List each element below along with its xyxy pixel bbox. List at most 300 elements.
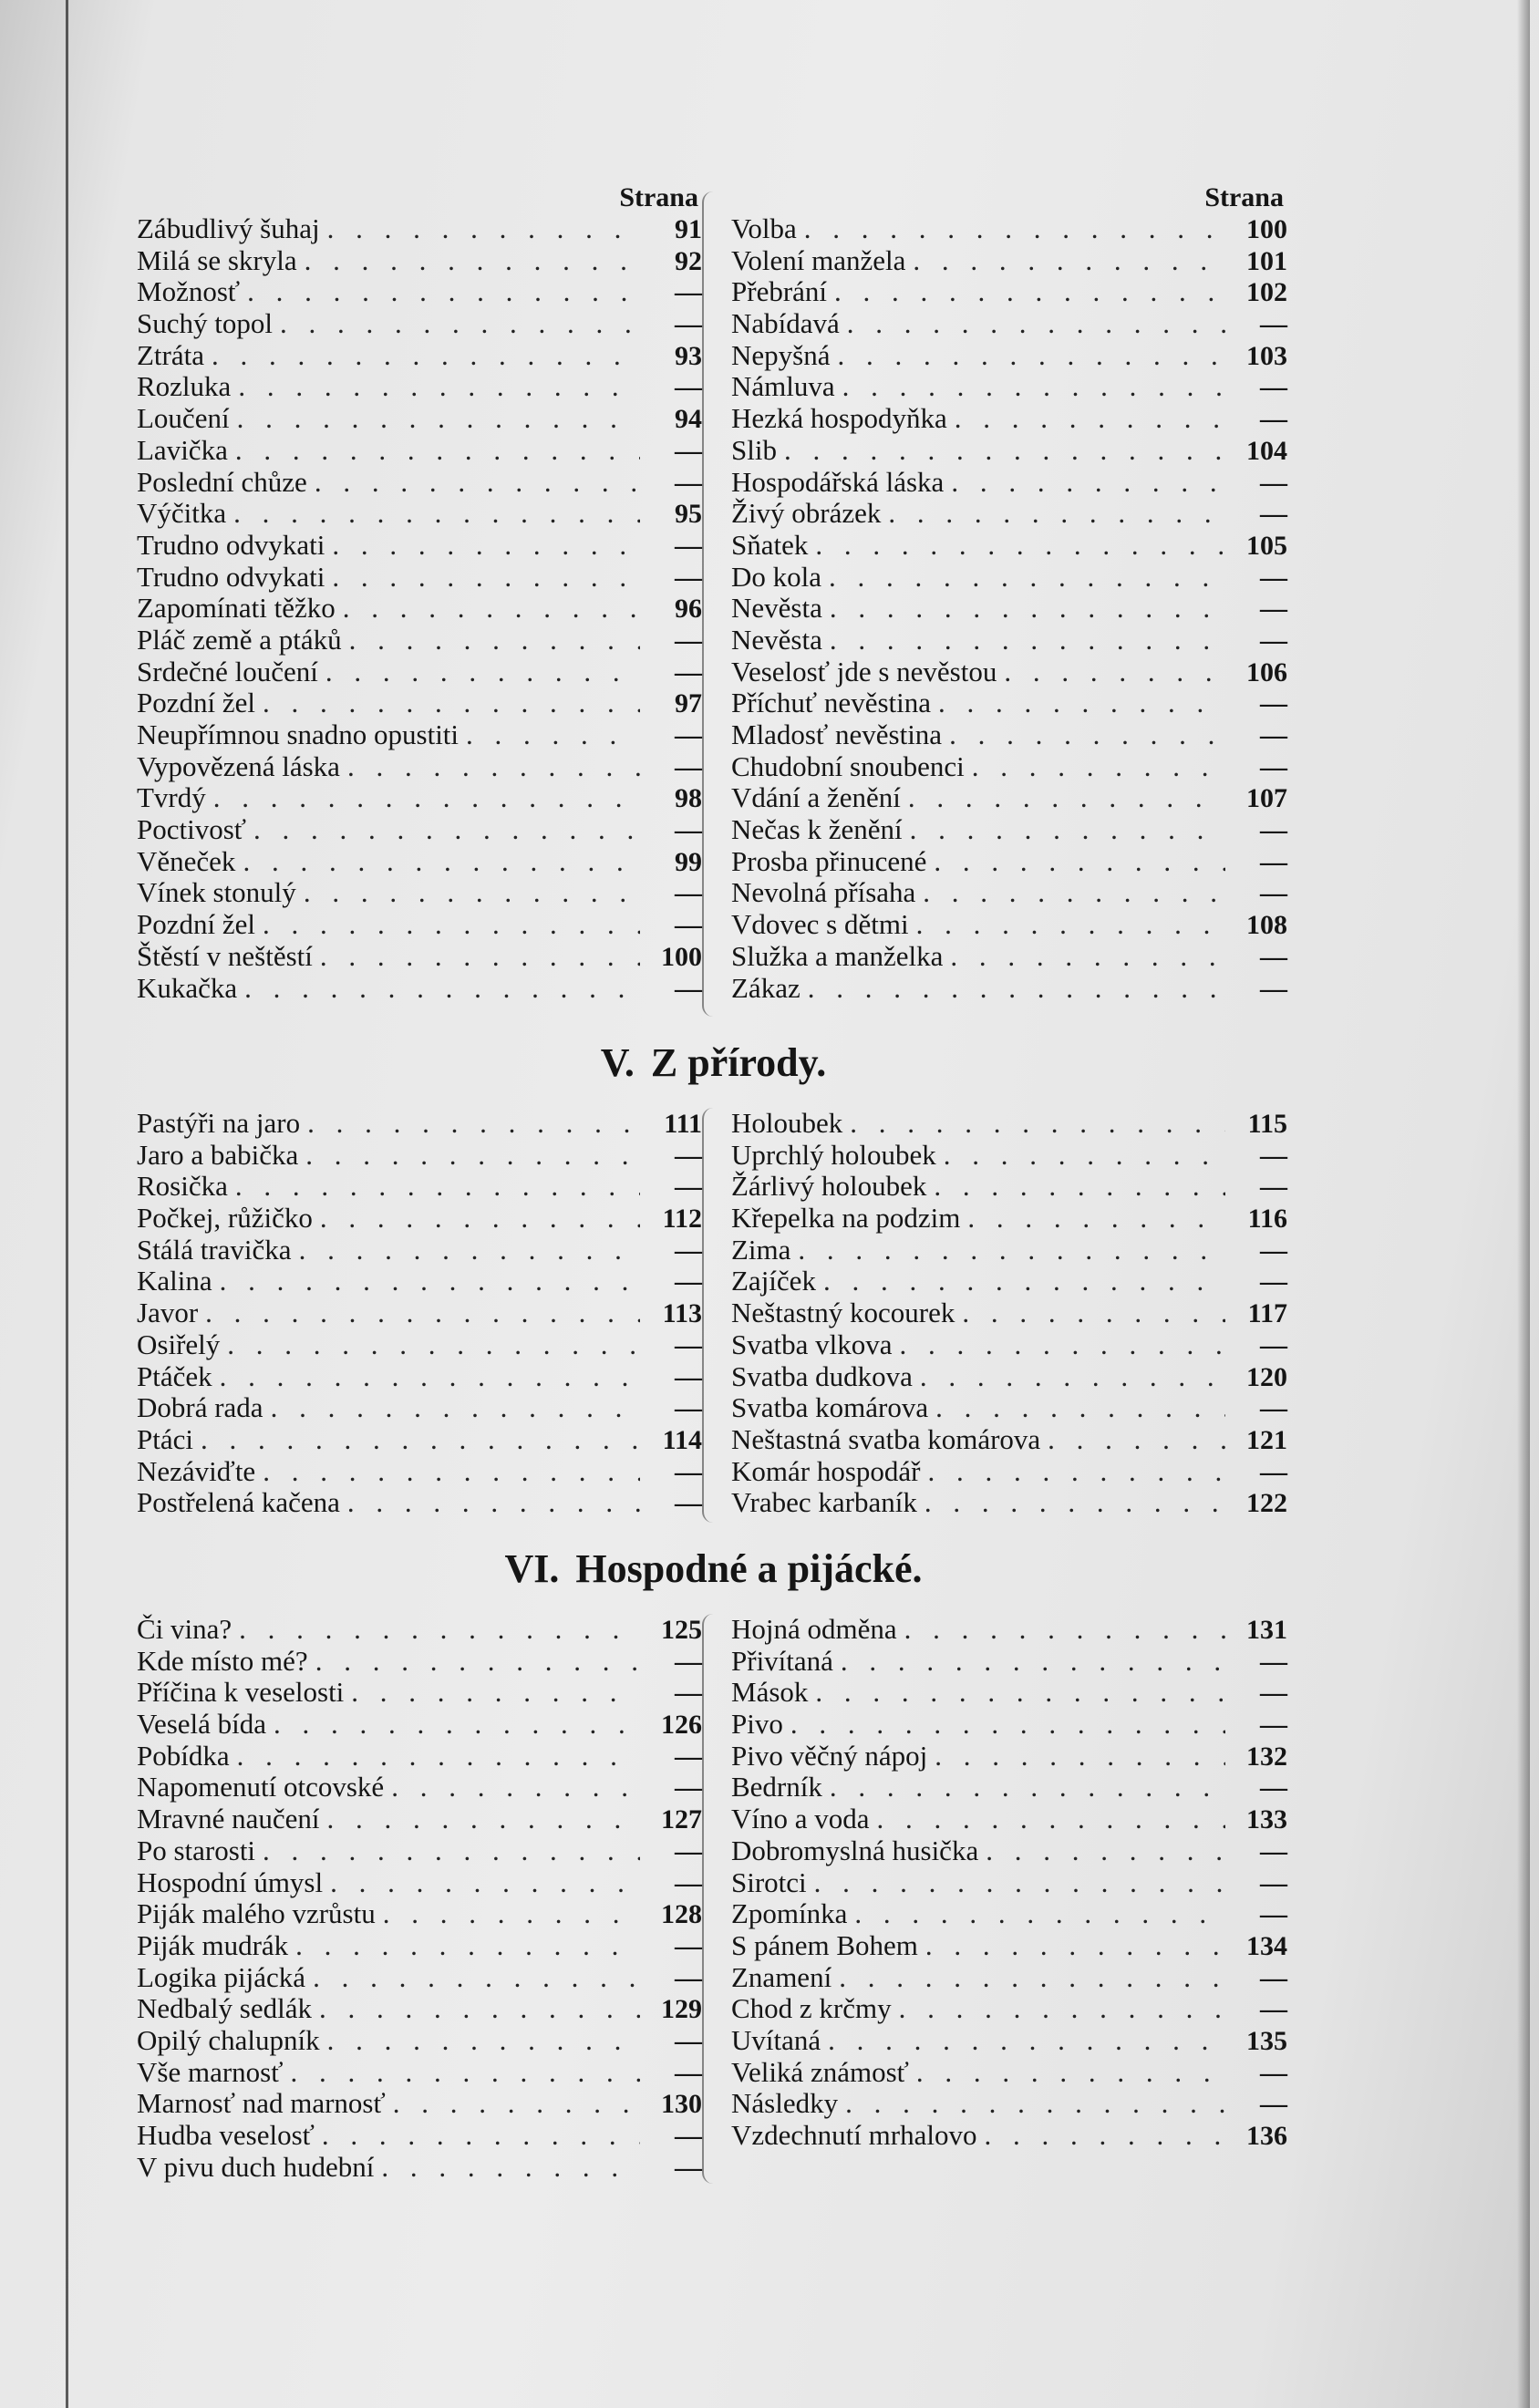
entry-title: Nečas k ženění	[731, 813, 903, 846]
entry-page-number: 135	[1246, 2025, 1287, 2056]
entry-title: Živý obrázek	[731, 497, 882, 530]
leader-dots	[290, 2057, 640, 2089]
entry-title: Nevolná přísaha	[731, 876, 916, 909]
entry-page-number: —	[1260, 562, 1287, 593]
toc-entry	[731, 1709, 1287, 1741]
leader-dots	[263, 1456, 640, 1488]
entry-page-number: —	[675, 878, 702, 909]
entry-title: Rozluka	[137, 370, 232, 403]
entry-page-number: 101	[1246, 245, 1287, 276]
entry-page-number: 97	[675, 688, 702, 719]
page-edge-left	[66, 0, 68, 2408]
leader-dots	[784, 435, 1225, 467]
entry-page-number: 94	[675, 404, 702, 435]
entry-page-number: —	[1260, 1235, 1287, 1266]
leader-dots	[967, 1203, 1225, 1235]
entry-title: Srdečné loučení	[137, 655, 318, 687]
entry-page-number: —	[675, 2152, 702, 2183]
entry-title: Nevěsta	[731, 592, 822, 625]
entry-title: Svatba dudkova	[731, 1359, 913, 1392]
entry-title: Nevěsta	[731, 623, 822, 656]
entry-title: Zpomínka	[731, 1897, 848, 1930]
leader-dots	[235, 1171, 640, 1203]
leader-dots	[239, 1614, 640, 1646]
toc-entry	[731, 1361, 1287, 1393]
toc-entry	[731, 403, 1287, 435]
entry-page-number: —	[1260, 1266, 1287, 1297]
entry-title: Sirotci	[731, 1865, 807, 1898]
entry-page-number: —	[1260, 467, 1287, 498]
toc-entry	[731, 1898, 1287, 1930]
leader-dots	[322, 2120, 640, 2152]
entry-page-number: —	[1260, 499, 1287, 530]
leader-dots	[327, 1803, 640, 1835]
leader-dots	[924, 1487, 1225, 1519]
entry-title: Lavička	[137, 433, 228, 466]
toc-entry	[731, 941, 1287, 973]
section-heading-v	[137, 1039, 1290, 1086]
entry-page-number: —	[675, 656, 702, 687]
toc-entry	[731, 1646, 1287, 1678]
toc-entry	[731, 371, 1287, 403]
entry-page-number: 100	[661, 941, 702, 972]
leader-dots	[253, 814, 640, 846]
entry-title: Nabídavá	[731, 307, 840, 340]
entry-page-number: —	[675, 1235, 702, 1266]
toc-entry	[137, 656, 702, 688]
entry-page-number: 116	[1247, 1204, 1287, 1235]
toc-entry	[137, 1329, 702, 1361]
leader-dots	[295, 1930, 640, 1962]
entry-title: Vše marnosť	[137, 2055, 284, 2088]
toc-entry	[731, 782, 1287, 814]
toc-entry	[731, 814, 1287, 846]
leader-dots	[877, 1803, 1225, 1835]
toc-entry	[137, 2120, 702, 2152]
toc-entry	[137, 1741, 702, 1772]
entry-title: Zima	[731, 1233, 791, 1266]
toc-entry	[731, 340, 1287, 372]
entry-title: Suchý topol	[137, 307, 273, 340]
entry-title: Vínek stonulý	[137, 876, 296, 909]
toc-entry	[731, 719, 1287, 751]
entry-title: Javor	[137, 1297, 199, 1329]
entry-title: Křepelka na podzim	[731, 1202, 961, 1235]
toc-entry	[731, 1235, 1287, 1266]
entry-title: Pivo věčný nápoj	[731, 1739, 928, 1772]
toc-entry	[731, 625, 1287, 656]
entry-page-number: —	[675, 815, 702, 846]
entry-page-number: —	[675, 973, 702, 1004]
toc-entry	[137, 1392, 702, 1424]
entry-page-number: —	[675, 2121, 702, 2151]
entry-page-number: 134	[1246, 1930, 1287, 1961]
entry-page-number: —	[675, 1361, 702, 1392]
entry-title: Rosička	[137, 1170, 228, 1203]
leader-dots	[381, 2152, 640, 2184]
leader-dots	[319, 1993, 640, 2025]
leader-dots	[815, 1677, 1225, 1709]
entry-title: Napomenutí otcovské	[137, 1771, 385, 1803]
leader-dots	[808, 973, 1225, 1005]
toc-entry	[137, 1456, 702, 1488]
leader-dots	[325, 656, 640, 688]
entry-title: Vrabec karbaník	[731, 1486, 917, 1519]
toc-entry	[731, 1993, 1287, 2025]
toc-entry	[137, 1266, 702, 1297]
toc-entry	[731, 846, 1287, 878]
entry-title: Nezáviďte	[137, 1454, 256, 1487]
toc-entry	[731, 435, 1287, 467]
entry-title: Loučení	[137, 402, 230, 435]
leader-dots	[845, 2088, 1225, 2120]
leader-dots	[916, 2057, 1225, 2089]
toc-entry	[731, 562, 1287, 594]
leader-dots	[280, 308, 640, 340]
leader-dots	[815, 530, 1225, 562]
entry-page-number: 99	[675, 846, 702, 877]
entry-page-number: —	[675, 2057, 702, 2088]
entry-title: V pivu duch hudební	[137, 2150, 375, 2183]
leader-dots	[962, 1297, 1225, 1329]
leader-dots	[212, 340, 640, 372]
entry-page-number: —	[1260, 688, 1287, 719]
leader-dots	[1048, 1424, 1225, 1456]
leader-dots	[934, 846, 1225, 878]
entry-page-number: 120	[1246, 1361, 1287, 1392]
leader-dots	[830, 593, 1225, 625]
toc-entry	[137, 877, 702, 909]
entry-page-number: —	[1260, 720, 1287, 750]
entry-title: Do kola	[731, 560, 822, 593]
leader-dots	[347, 1487, 640, 1519]
entry-page-number: —	[675, 1741, 702, 1772]
toc-list-right	[731, 213, 1287, 1004]
entry-page-number: —	[1260, 1329, 1287, 1360]
leader-dots	[951, 467, 1225, 499]
toc-entry	[731, 973, 1287, 1005]
toc-entry	[731, 1456, 1287, 1488]
entry-page-number: —	[1260, 1962, 1287, 1993]
entry-title: Neupřímnou snadno opustiti	[137, 718, 460, 750]
entry-title: Služka a manželka	[731, 939, 944, 972]
entry-title: Štěstí v neštěstí	[137, 939, 313, 972]
leader-dots	[327, 213, 640, 245]
toc-entry	[137, 1867, 702, 1899]
toc-entry	[137, 1108, 702, 1140]
leader-dots	[243, 846, 640, 878]
entry-page-number: 130	[661, 2089, 702, 2120]
entry-title: Hezká hospodyňka	[731, 402, 947, 435]
toc-entry	[731, 276, 1287, 308]
leader-dots	[841, 1646, 1225, 1678]
toc-entry	[137, 308, 702, 340]
entry-page-number: —	[1260, 2057, 1287, 2088]
entry-title: Či vina?	[137, 1613, 232, 1645]
leader-dots	[927, 1456, 1225, 1488]
leader-dots	[935, 1741, 1225, 1772]
entry-title: Po starosti	[137, 1834, 256, 1866]
toc-entry	[137, 1614, 702, 1646]
toc-list-left	[137, 1108, 702, 1519]
leader-dots	[829, 562, 1225, 594]
entry-page-number: 121	[1246, 1424, 1287, 1455]
entry-title: Komár hospodář	[731, 1454, 921, 1487]
entry-title: Hudba veselosť	[137, 2119, 315, 2151]
entry-page-number: 131	[1246, 1615, 1287, 1645]
leader-dots	[201, 1424, 640, 1456]
entry-title: Vdání a ženění	[731, 781, 901, 814]
entry-title: Uprchlý holoubek	[731, 1138, 936, 1171]
entry-title: Dobrá rada	[137, 1391, 263, 1424]
entry-page-number: 105	[1246, 530, 1287, 561]
leader-dots	[271, 1392, 640, 1424]
entry-title: Ptáček	[137, 1359, 212, 1392]
entry-title: Opilý chalupník	[137, 2023, 320, 2056]
entry-page-number: —	[675, 1488, 702, 1519]
leader-dots	[920, 1361, 1225, 1393]
toc-entry	[731, 1108, 1287, 1140]
toc-entry	[137, 562, 702, 594]
leader-dots	[213, 782, 640, 814]
entry-title: Postřelená kačena	[137, 1486, 340, 1519]
toc-entry	[731, 1614, 1287, 1646]
entry-page-number: —	[675, 277, 702, 308]
leader-dots	[830, 1772, 1225, 1803]
leader-dots	[913, 245, 1225, 277]
entry-page-number: 117	[1247, 1298, 1287, 1329]
entry-page-number: —	[1260, 973, 1287, 1004]
entry-page-number: —	[675, 625, 702, 656]
entry-title: Bedrník	[731, 1771, 822, 1803]
leader-dots	[837, 340, 1225, 372]
entry-title: Možnosť	[137, 275, 241, 308]
entry-page-number: —	[675, 1329, 702, 1360]
toc-entry	[137, 245, 702, 277]
toc-left-column	[137, 182, 702, 1004]
entry-title: Piják malého vzrůstu	[137, 1897, 376, 1930]
leader-dots	[938, 687, 1225, 719]
leader-dots	[984, 2120, 1225, 2152]
toc-entry	[137, 2088, 702, 2120]
toc-entry	[137, 1835, 702, 1867]
entry-page-number: —	[675, 2025, 702, 2056]
toc-entry	[137, 782, 702, 814]
entry-title: Hospodářská láska	[731, 465, 945, 498]
strana-header-left: Strana	[619, 182, 698, 212]
entry-title: Počkej, růžičko	[137, 1202, 313, 1235]
entry-title: Mladosť nevěstina	[731, 718, 943, 750]
toc-entry	[731, 1297, 1287, 1329]
entry-title: Pláč země a ptáků	[137, 623, 342, 656]
toc-entry	[731, 1140, 1287, 1172]
toc-entry	[731, 308, 1287, 340]
leader-dots	[383, 1898, 640, 1930]
entry-title: Logika pijácká	[137, 1960, 306, 1993]
leader-dots	[823, 1266, 1225, 1297]
toc-entry	[731, 593, 1287, 625]
toc-entry	[137, 1171, 702, 1203]
entry-title: Následky	[731, 2087, 839, 2120]
entry-title: Znamení	[731, 1960, 832, 1993]
toc-entry	[137, 435, 702, 467]
leader-dots	[830, 625, 1225, 656]
entry-title: Veliká známosť	[731, 2055, 909, 2088]
entry-page-number: 108	[1246, 910, 1287, 941]
entry-title: Kde místo mé?	[137, 1644, 308, 1677]
leader-dots	[299, 1235, 640, 1266]
toc-entry	[137, 814, 702, 846]
leader-dots	[307, 1108, 640, 1140]
entry-title: Poslední chůze	[137, 465, 307, 498]
toc-entry	[731, 1266, 1287, 1297]
toc-entry	[731, 245, 1287, 277]
toc-entry	[731, 687, 1287, 719]
entry-title: Příčina k veselosti	[137, 1676, 345, 1709]
leader-dots	[263, 687, 640, 719]
leader-dots	[220, 1266, 640, 1297]
leader-dots	[790, 1709, 1225, 1741]
leader-dots	[934, 1171, 1225, 1203]
toc-entry	[731, 1424, 1287, 1456]
toc-list-left	[137, 1614, 702, 2183]
toc-entry	[731, 2025, 1287, 2057]
toc-entry	[731, 498, 1287, 530]
leader-dots	[842, 371, 1225, 403]
column-brace	[702, 1108, 726, 1523]
leader-dots	[304, 877, 640, 909]
leader-dots	[315, 1646, 640, 1678]
entry-page-number: 112	[662, 1204, 702, 1235]
entry-title: Holoubek	[731, 1107, 843, 1139]
entry-page-number: —	[675, 562, 702, 593]
leader-dots	[393, 2088, 640, 2120]
strana-header-right: Strana	[1204, 182, 1284, 212]
entry-page-number: 114	[662, 1424, 702, 1455]
column-brace	[702, 191, 726, 1017]
toc-entry	[137, 498, 702, 530]
leader-dots	[1004, 656, 1225, 688]
leader-dots	[305, 245, 640, 277]
leader-dots	[900, 1329, 1226, 1361]
leader-dots	[263, 909, 640, 941]
toc-entry	[137, 1930, 702, 1962]
toc-entry	[137, 530, 702, 562]
toc-entry	[137, 1646, 702, 1678]
entry-page-number: 104	[1246, 435, 1287, 466]
entry-page-number: —	[1260, 2089, 1287, 2120]
entry-page-number: 122	[1246, 1488, 1287, 1519]
entry-title: Zákaz	[731, 971, 800, 1004]
leader-dots	[944, 1140, 1225, 1172]
toc-entry	[731, 1803, 1287, 1835]
toc-right-column	[731, 1108, 1287, 1519]
leader-dots	[828, 2025, 1225, 2057]
entry-title: Prosba přinucené	[731, 844, 927, 877]
toc-left-column	[137, 1108, 702, 1519]
entry-title: Neštastný kocourek	[731, 1297, 955, 1329]
entry-page-number: —	[1260, 404, 1287, 435]
section-number: V.	[600, 1040, 635, 1085]
entry-page-number: 115	[1247, 1109, 1287, 1139]
entry-title: Nedbalý sedlák	[137, 1992, 312, 2025]
page-edge-right	[1517, 0, 1530, 2408]
leader-dots	[205, 1297, 640, 1329]
leader-dots	[244, 973, 640, 1005]
entry-page-number: —	[675, 372, 702, 403]
toc-entry	[137, 593, 702, 625]
toc-entry	[731, 1962, 1287, 1994]
toc-list-right	[731, 1108, 1287, 1519]
entry-title: Přivítaná	[731, 1644, 833, 1677]
toc-entry	[137, 625, 702, 656]
toc-entry	[137, 941, 702, 973]
entry-page-number: 133	[1246, 1804, 1287, 1835]
toc-entry	[137, 1803, 702, 1835]
toc-entry	[731, 656, 1287, 688]
leader-dots	[238, 371, 640, 403]
entry-title: Chudobní snoubenci	[731, 749, 965, 782]
leader-dots	[330, 1867, 640, 1899]
toc-entry	[137, 1297, 702, 1329]
entry-page-number: 102	[1246, 277, 1287, 308]
leader-dots	[237, 1741, 640, 1772]
leader-dots	[315, 467, 640, 499]
leader-dots	[320, 941, 640, 973]
entry-title: Zábudlivý šuhaj	[137, 212, 320, 244]
leader-dots	[247, 276, 640, 308]
toc-entry	[137, 1898, 702, 1930]
entry-title: Mások	[731, 1676, 809, 1709]
entry-page-number: —	[1260, 1172, 1287, 1203]
toc-entry	[137, 1677, 702, 1709]
entry-title: Uvítaná	[731, 2023, 821, 2056]
toc-entry	[137, 1140, 702, 1172]
leader-dots	[804, 213, 1225, 245]
entry-title: Námluva	[731, 370, 835, 403]
leader-dots	[888, 498, 1225, 530]
toc-entry	[731, 1772, 1287, 1803]
entry-page-number: —	[1260, 1140, 1287, 1171]
entry-title: Osiřelý	[137, 1328, 221, 1360]
leader-dots	[349, 625, 640, 656]
leader-dots	[850, 1108, 1225, 1140]
entry-page-number: 125	[661, 1615, 702, 1645]
entry-page-number: 107	[1246, 783, 1287, 814]
entry-page-number: —	[675, 1835, 702, 1866]
leader-dots	[332, 530, 640, 562]
leader-dots	[235, 435, 640, 467]
toc-entry	[137, 1203, 702, 1235]
toc-entry	[731, 909, 1287, 941]
toc-entry	[731, 2088, 1287, 2120]
toc-entry	[137, 1424, 702, 1456]
entry-page-number: —	[1260, 1835, 1287, 1866]
entry-page-number: —	[1260, 1772, 1287, 1803]
leader-dots	[343, 593, 640, 625]
entry-page-number: 103	[1246, 340, 1287, 371]
leader-dots	[916, 909, 1225, 941]
entry-page-number: —	[675, 1962, 702, 1993]
entry-page-number: —	[1260, 1710, 1287, 1741]
leader-dots	[227, 1329, 640, 1361]
toc-entry	[137, 1361, 702, 1393]
leader-dots	[466, 719, 640, 751]
leader-dots	[347, 751, 640, 783]
column-brace	[702, 1614, 726, 2184]
entry-page-number: —	[675, 751, 702, 782]
entry-title: S pánem Bohem	[731, 1928, 918, 1961]
